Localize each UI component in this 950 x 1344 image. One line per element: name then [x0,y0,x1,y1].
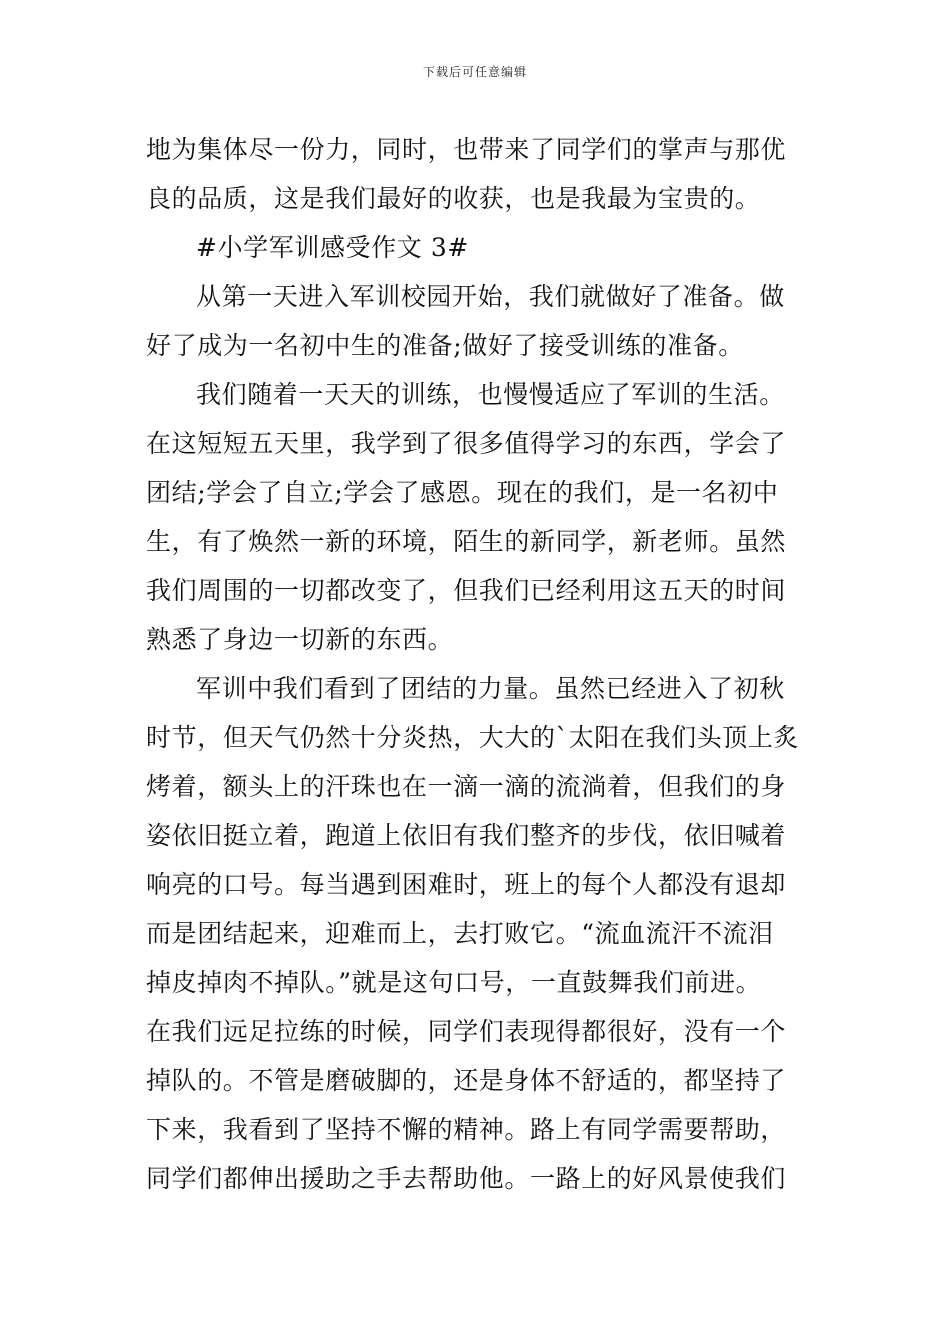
text-line-6: 我们随着一天天的训练，也慢慢适应了军训的生活。 [196,380,785,409]
text-line-7: 在这短短五天里，我学到了很多值得学习的东西，学会了 [146,429,787,458]
section-heading: #小学军训感受作文 3# [196,233,469,262]
text-line-13: 时节，但天气仍然十分炎热，大大的`太阳在我们头顶上炙 [146,723,800,752]
text-line-12: 军训中我们看到了团结的力量。虽然已经进入了初秋 [196,674,785,703]
text-line-22: 同学们都伸出援助之手去帮助他。一路上的好风景使我们 [146,1164,787,1193]
page-header: 下载后可任意编辑 [422,65,527,79]
text-line-9: 生，有了焕然一新的环境，陌生的新同学，新老师。虽然 [146,527,787,556]
text-line-21: 下来，我看到了坚持不懈的精神。路上有同学需要帮助， [146,1115,787,1144]
text-line-1: 地为集体尽一份力，同时，也带来了同学们的掌声与那优 [146,135,787,164]
text-line-18: 掉皮掉肉不掉队。”就是这句口号，一直鼓舞我们前进。 [146,968,762,997]
text-line-4: 从第一天进入军训校园开始，我们就做好了准备。做 [196,282,785,311]
text-line-10: 我们周围的一切都改变了，但我们已经利用这五天的时间 [146,576,787,605]
text-line-8: 团结;学会了自立;学会了感恩。现在的我们，是一名初中 [146,478,779,507]
text-line-17: 而是团结起来，迎难而上，去打败它。“流血流汗不流泪 [146,919,774,948]
text-line-14: 烤着，额头上的汗珠也在一滴一滴的流淌着，但我们的身 [146,772,787,801]
text-line-11: 熟悉了身边一切新的东西。 [146,625,454,654]
text-line-5: 好了成为一名初中生的准备;做好了接受训练的准备。 [146,331,744,360]
text-line-2: 良的品质，这是我们最好的收获，也是我最为宝贵的。 [146,184,761,213]
text-line-19: 在我们远足拉练的时候，同学们表现得都很好，没有一个 [146,1017,787,1046]
text-line-15: 姿依旧挺立着，跑道上依旧有我们整齐的步伐，依旧喊着 [146,821,787,850]
text-line-16: 响亮的口号。每当遇到困难时，班上的每个人都没有退却 [146,870,787,899]
text-line-20: 掉队的。不管是磨破脚的，还是身体不舒适的，都坚持了 [146,1066,787,1095]
